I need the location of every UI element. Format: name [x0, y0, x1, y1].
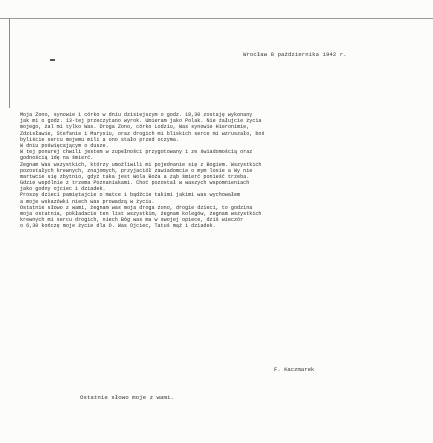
dash-mark	[50, 59, 55, 61]
letter-line: Proszę dzieci pamiętajcie o matce i bądźcie takimi jakimi was wychowałem	[20, 192, 241, 199]
letter-line: krewnych mi sercu drogich, niech Bóg was ma w swojej opiece, dziś wieczór	[20, 217, 244, 224]
page-edge-left	[9, 18, 10, 108]
closing-line: Ostatnie słowo moje z wami.	[80, 394, 174, 401]
letter-line: godnością idę na śmierć.	[20, 155, 94, 162]
letter-line: Moja Żono, synowie i córko w dniu dzisiejszym o godz. 18,30 zostaję wykonany	[20, 112, 253, 118]
letter-line: jako godny ojciec i dziadek.	[20, 186, 106, 193]
letter-line: Żegnam Was wszystkich, którzy umożliwili mi pojednanie się z Bogiem. Wszystkich	[20, 161, 262, 168]
letter-line: o 6,30 kończę moje życie dla O. Was Ojciec, Tatuś mąż i dziadek.	[20, 223, 216, 230]
letter-line: Gdzie wspólnie z trzema Poznaniakami. Choć pozostał w waszych wspomnieniach	[20, 180, 250, 187]
letter-line: pozostałych krewnych, znajomych, przyjaciół zawiadomcie o mym losie a Wy nie	[20, 167, 253, 174]
letter-line: moja ostatnia, pokładacie ten list wszystkim, żegnam kolegów, żegnam wszystkich	[20, 211, 262, 217]
page-edge-top	[0, 18, 433, 19]
letter-line: Ostatnie słowo z wami, żegnam was moja droga żono, drogie dzieci, to godzina	[20, 204, 253, 211]
dateline: Wrocław 8 października 1942 r.	[243, 51, 347, 58]
letter-line: a moje wskazówki niech was prowadzą w życiu.	[20, 198, 155, 205]
letter-line: byliście sercu mojemu mili a ono stało przed oczyma.	[20, 136, 179, 143]
letter-line: W dniu poświęcającym o dusze.	[20, 142, 109, 149]
letter-line: W tej ponurej chwili jestem w zupełności przygotowany i ze świadomością oraz	[20, 149, 253, 156]
letter-line: martwcie się zbytnio, gdyż taka jest Wola Boża a ząb śmierć ponieść trzeba.	[20, 173, 250, 180]
signature: F. Kaczmarek	[274, 366, 315, 373]
letter-line: jak mi o godz. 13-tej przeczytano wyrok. Umieram jako Polak. Nie żałujcie życia	[20, 118, 262, 125]
letter-body	[20, 112, 420, 230]
letter-line: mojego, żal mi tylko Was. Droga Żono, córko Lodziu, Was synowie Hieronimie,	[20, 124, 250, 131]
letter-line: Zdzisławie, Stefanie i Marysiu, oraz drogich mi bliskich serce mi wzruszało, boś	[20, 130, 265, 137]
